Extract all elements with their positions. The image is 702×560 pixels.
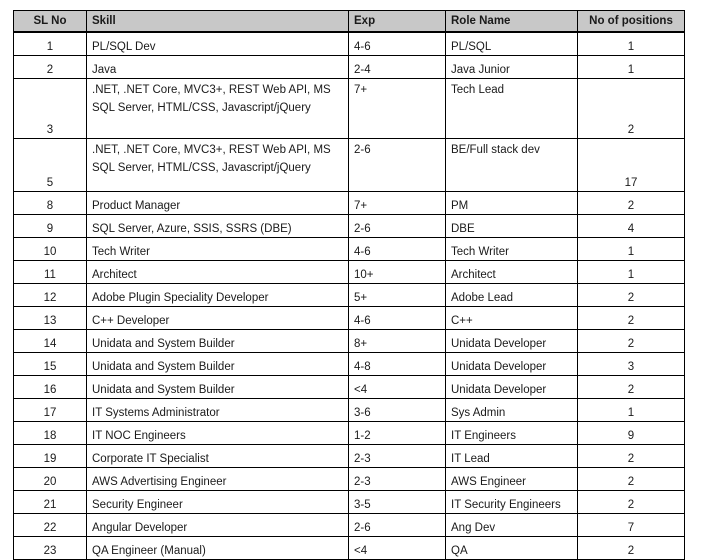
cell-skill: Unidata and System Builder <box>87 330 349 353</box>
table-row <box>14 56 685 79</box>
cell-exp: <4 <box>349 537 446 560</box>
cell-role-name: IT Security Engineers <box>446 491 578 514</box>
cell-sl-no: 13 <box>14 307 87 330</box>
positions-table <box>13 10 685 560</box>
table-body <box>14 32 685 560</box>
cell-role-name: Adobe Lead <box>446 284 578 307</box>
cell-skill: PL/SQL Dev <box>87 32 349 56</box>
table-row <box>14 514 685 537</box>
cell-sl-no: 20 <box>14 468 87 491</box>
cell-role-name: C++ <box>446 307 578 330</box>
cell-skill: Java <box>87 56 349 79</box>
cell-exp: 4-6 <box>349 32 446 56</box>
cell-positions: 1 <box>578 261 685 284</box>
cell-skill: QA Engineer (Manual) <box>87 537 349 560</box>
cell-skill: SQL Server, Azure, SSIS, SSRS (DBE) <box>87 215 349 238</box>
table-row <box>14 215 685 238</box>
table-row <box>14 353 685 376</box>
cell-skill: .NET, .NET Core, MVC3+, REST Web API, MS SQL Server, HTML/CSS, Javascript/jQuery <box>87 79 349 139</box>
cell-positions: 2 <box>578 537 685 560</box>
table-row <box>14 261 685 284</box>
cell-positions: 4 <box>578 215 685 238</box>
cell-role-name: Tech Lead <box>446 79 578 139</box>
cell-role-name: QA <box>446 537 578 560</box>
cell-positions: 2 <box>578 376 685 399</box>
table-row <box>14 399 685 422</box>
cell-exp: 4-6 <box>349 307 446 330</box>
cell-positions: 2 <box>578 284 685 307</box>
cell-skill: Corporate IT Specialist <box>87 445 349 468</box>
cell-sl-no: 22 <box>14 514 87 537</box>
table-row <box>14 422 685 445</box>
table-row <box>14 192 685 215</box>
table-row <box>14 468 685 491</box>
cell-role-name: AWS Engineer <box>446 468 578 491</box>
table-row <box>14 238 685 261</box>
table-row <box>14 491 685 514</box>
cell-sl-no: 8 <box>14 192 87 215</box>
header-role-name: Role Name <box>446 11 578 33</box>
table-row <box>14 32 685 56</box>
cell-role-name: IT Engineers <box>446 422 578 445</box>
cell-skill: C++ Developer <box>87 307 349 330</box>
cell-positions: 1 <box>578 56 685 79</box>
cell-exp: 4-6 <box>349 238 446 261</box>
cell-sl-no: 18 <box>14 422 87 445</box>
cell-sl-no: 19 <box>14 445 87 468</box>
header-row <box>14 11 685 33</box>
table-row <box>14 537 685 560</box>
table-row <box>14 445 685 468</box>
cell-positions: 7 <box>578 514 685 537</box>
cell-sl-no: 10 <box>14 238 87 261</box>
cell-role-name: PL/SQL <box>446 32 578 56</box>
cell-skill: Product Manager <box>87 192 349 215</box>
header-no-of-positions: No of positions <box>578 11 685 33</box>
cell-skill: Unidata and System Builder <box>87 376 349 399</box>
cell-positions: 2 <box>578 468 685 491</box>
cell-positions: 2 <box>578 79 685 139</box>
cell-exp: 5+ <box>349 284 446 307</box>
cell-sl-no: 11 <box>14 261 87 284</box>
cell-exp: 2-6 <box>349 215 446 238</box>
cell-role-name: DBE <box>446 215 578 238</box>
cell-sl-no: 3 <box>14 79 87 139</box>
cell-sl-no: 23 <box>14 537 87 560</box>
cell-skill: Tech Writer <box>87 238 349 261</box>
cell-exp: <4 <box>349 376 446 399</box>
cell-sl-no: 14 <box>14 330 87 353</box>
cell-positions: 2 <box>578 307 685 330</box>
cell-skill: Security Engineer <box>87 491 349 514</box>
cell-exp: 2-6 <box>349 514 446 537</box>
cell-role-name: Unidata Developer <box>446 330 578 353</box>
cell-role-name: Architect <box>446 261 578 284</box>
cell-skill: Angular Developer <box>87 514 349 537</box>
cell-role-name: BE/Full stack dev <box>446 139 578 192</box>
cell-sl-no: 12 <box>14 284 87 307</box>
cell-skill: AWS Advertising Engineer <box>87 468 349 491</box>
cell-exp: 2-3 <box>349 468 446 491</box>
cell-sl-no: 21 <box>14 491 87 514</box>
cell-exp: 7+ <box>349 192 446 215</box>
cell-sl-no: 5 <box>14 139 87 192</box>
cell-skill: IT Systems Administrator <box>87 399 349 422</box>
cell-role-name: IT Lead <box>446 445 578 468</box>
cell-role-name: Java Junior <box>446 56 578 79</box>
cell-exp: 1-2 <box>349 422 446 445</box>
cell-positions: 2 <box>578 491 685 514</box>
cell-positions: 1 <box>578 238 685 261</box>
cell-positions: 3 <box>578 353 685 376</box>
cell-role-name: Tech Writer <box>446 238 578 261</box>
cell-exp: 7+ <box>349 79 446 139</box>
cell-sl-no: 2 <box>14 56 87 79</box>
cell-positions: 1 <box>578 32 685 56</box>
cell-sl-no: 9 <box>14 215 87 238</box>
cell-positions: 17 <box>578 139 685 192</box>
cell-positions: 2 <box>578 330 685 353</box>
cell-skill: Adobe Plugin Speciality Developer <box>87 284 349 307</box>
table-row <box>14 79 685 139</box>
cell-exp: 3-6 <box>349 399 446 422</box>
cell-exp: 2-4 <box>349 56 446 79</box>
cell-positions: 1 <box>578 399 685 422</box>
header-exp: Exp <box>349 11 446 33</box>
cell-exp: 2-6 <box>349 139 446 192</box>
cell-sl-no: 16 <box>14 376 87 399</box>
table-row <box>14 139 685 192</box>
cell-positions: 2 <box>578 445 685 468</box>
cell-exp: 10+ <box>349 261 446 284</box>
cell-skill: Architect <box>87 261 349 284</box>
cell-sl-no: 17 <box>14 399 87 422</box>
cell-positions: 9 <box>578 422 685 445</box>
cell-role-name: Unidata Developer <box>446 353 578 376</box>
cell-skill: .NET, .NET Core, MVC3+, REST Web API, MS SQL Server, HTML/CSS, Javascript/jQuery <box>87 139 349 192</box>
table-row <box>14 284 685 307</box>
table-row <box>14 307 685 330</box>
cell-sl-no: 1 <box>14 32 87 56</box>
cell-role-name: PM <box>446 192 578 215</box>
cell-exp: 2-3 <box>349 445 446 468</box>
header-sl-no: SL No <box>14 11 87 33</box>
cell-role-name: Ang Dev <box>446 514 578 537</box>
table-header <box>14 11 685 33</box>
cell-skill: IT NOC Engineers <box>87 422 349 445</box>
cell-positions: 2 <box>578 192 685 215</box>
cell-exp: 3-5 <box>349 491 446 514</box>
header-skill: Skill <box>87 11 349 33</box>
cell-role-name: Sys Admin <box>446 399 578 422</box>
cell-role-name: Unidata Developer <box>446 376 578 399</box>
cell-skill: Unidata and System Builder <box>87 353 349 376</box>
cell-sl-no: 15 <box>14 353 87 376</box>
cell-exp: 4-8 <box>349 353 446 376</box>
table-row <box>14 376 685 399</box>
table-row <box>14 330 685 353</box>
cell-exp: 8+ <box>349 330 446 353</box>
